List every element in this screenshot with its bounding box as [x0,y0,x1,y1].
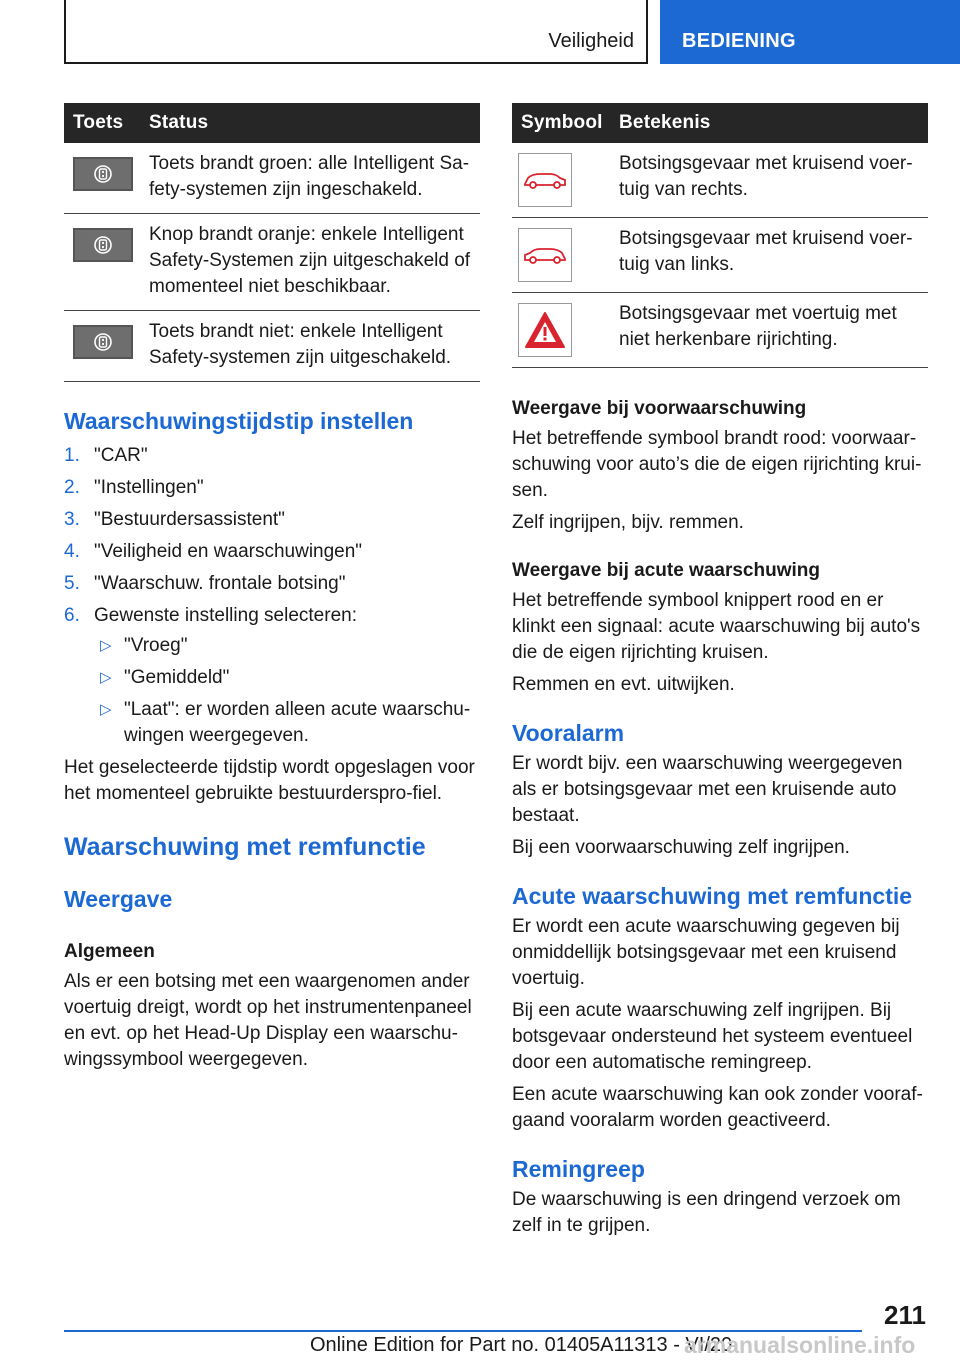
status-text: Toets brandt niet: enkele Intelligent Safety-systemen zijn uitgeschakeld. [149,321,452,368]
heading-brake-warning: Waarschuwing met remfunctie [64,833,426,861]
symbol-table [512,103,928,368]
table-row [512,218,928,293]
paragraph-acute-brake-support: Bij een acute waarschuwing zelf ingrijpen. Bij botsgevaar ondersteund het systeem eventueel door een automatische remingreep. [512,1000,913,1073]
paragraph-prealarm: Er wordt bijv. een waarschuwing weergegeven als er botsingsgevaar met een kruisende auto bestaat. [512,753,903,826]
step-text: "Waarschuw. frontale botsing" [94,573,346,594]
assist-button-off-icon [73,325,133,359]
car-cross-right-icon [518,153,572,207]
section-title: Veiligheid [548,30,634,52]
table-row [512,143,928,218]
option-text: "Laat": er worden alleen acute waarschu-wingen weergegeven. [124,699,471,746]
step-number: 3. [64,509,80,530]
symbol-meaning-text: Botsingsgevaar met voertuig met niet herkenbare rijrichting. [619,303,897,350]
left-column [64,103,480,1073]
list-item [64,539,480,565]
step-number: 6. [64,605,80,626]
step-number: 4. [64,541,80,562]
step-text: "Bestuurdersassistent" [94,509,285,530]
paragraph-acute-brake: Er wordt een acute waarschuwing gegeven bij onmiddellijk botsingsgevaar met een kruisend voertuig. [512,916,900,989]
status-text: Knop brandt oranje: enkele Intelligent Safety-Systemen zijn uitgeschakeld of momenteel niet beschikbaar. [149,224,471,297]
heading-prewarning-display: Weergave bij voorwaarschuwing [512,398,807,419]
paragraph-saved: Het geselecteerde tijdstip wordt opgeslagen voor het momenteel gebruikte bestuurderspro-fiel. [64,757,475,804]
paragraph-acute-no-prealarm: Een acute waarschuwing kan ook zonder vooraf-gaand vooralarm worden geactiveerd. [512,1084,923,1131]
status-table [64,103,480,382]
option-text: "Vroeg" [124,635,188,656]
edition-note: Online Edition for Part no. 01405A11313 - VI/20 [310,1334,733,1356]
step-number: 5. [64,573,80,594]
table-row [64,214,480,311]
list-item [94,697,480,749]
symbol-meaning-text: Botsingsgevaar met kruisend voer-tuig van links. [619,228,913,275]
heading-warning-timing: Waarschuwingstijdstip instellen [64,408,414,434]
list-item [64,571,480,597]
paragraph-acute-display: Het betreffende symbool knippert rood en er klinkt een signaal: acute waarschuwing bij auto's die de eigen rijrichting kruisen. [512,590,921,663]
triangle-bullet-icon: ▷ [100,669,112,686]
paragraph-acute-action: Remmen en evt. uitwijken. [512,674,735,695]
options-list [94,633,480,749]
paragraph-prewarning: Het betreffende symbool brandt rood: voorwaar-schuwing voor auto’s die de eigen rijrichting krui-sen. [512,428,922,501]
paragraph-general: Als er een botsing met een waargenomen ander voertuig dreigt, wordt op het instrumentenpaneel en evt. op het Head-Up Display een waarschu-wingssymbool weergegeven. [64,971,472,1070]
step-number: 2. [64,477,80,498]
page-number: 211 [884,1300,926,1330]
heading-prealarm: Vooralarm [512,720,625,746]
header-box [64,0,648,64]
paragraph-prewarning-action: Zelf ingrijpen, bijv. remmen. [512,512,744,533]
step-text: "Instellingen" [94,477,204,498]
list-item [64,507,480,533]
status-text: Toets brandt groen: alle Intelligent Sa-fety-systemen zijn ingeschakeld. [149,153,470,200]
step-text: Gewenste instelling selecteren: [94,605,357,626]
list-item [64,603,480,749]
triangle-bullet-icon: ▷ [100,637,112,654]
heading-general: Algemeen [64,941,155,962]
list-item [94,665,480,691]
status-table-header-key: Toets [64,103,145,143]
step-text: "Veiligheid en waarschuwingen" [94,541,363,562]
car-cross-left-icon [518,228,572,282]
warning-triangle-icon [518,303,572,357]
heading-brake-intervention: Remingreep [512,1156,645,1182]
list-item [64,475,480,501]
watermark: armanualsonline.info [684,1332,916,1358]
list-item [64,443,480,469]
option-text: "Gemiddeld" [124,667,230,688]
step-text: "CAR" [94,445,148,466]
list-item [94,633,480,659]
paragraph-brake-intervention: De waarschuwing is een dringend verzoek om zelf in te grijpen. [512,1189,901,1236]
chapter-tab[interactable] [660,0,960,64]
heading-display: Weergave [64,886,173,912]
table-row [64,143,480,214]
symbol-table-header-symbol: Symbool [512,103,615,143]
heading-acute-display: Weergave bij acute waarschuwing [512,560,820,581]
table-row [64,311,480,382]
step-number: 1. [64,445,80,466]
assist-button-green-icon [73,157,133,191]
right-column [512,103,928,1239]
assist-button-orange-icon [73,228,133,262]
status-table-header-status: Status [145,103,480,143]
chapter-tab-label: BEDIENING [682,30,796,52]
triangle-bullet-icon: ▷ [100,701,112,718]
paragraph-prealarm-action: Bij een voorwaarschuwing zelf ingrijpen. [512,837,850,858]
symbol-table-header-meaning: Betekenis [615,103,928,143]
steps-list [64,443,480,749]
table-row [512,293,928,368]
heading-acute-brake-warning: Acute waarschuwing met remfunctie [512,883,913,909]
symbol-meaning-text: Botsingsgevaar met kruisend voer-tuig van rechts. [619,153,913,200]
